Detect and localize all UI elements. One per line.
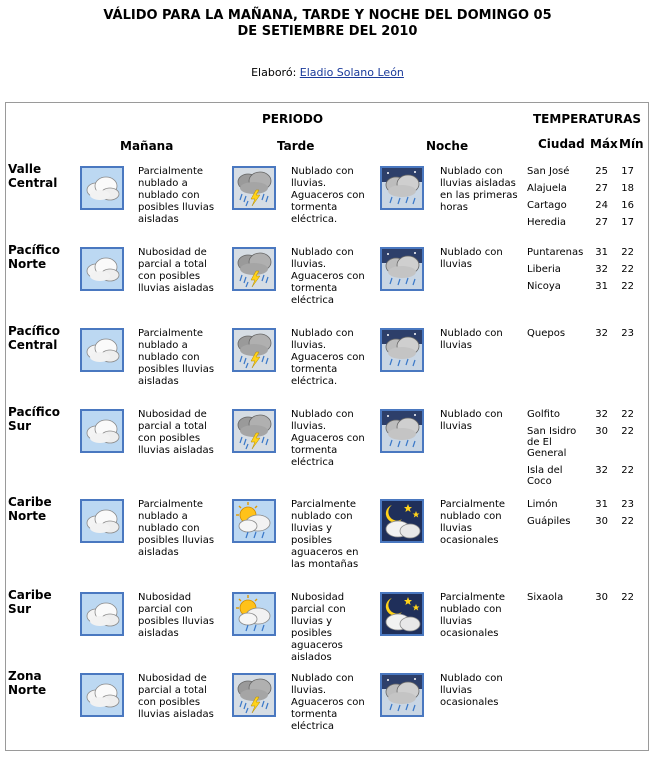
- city-min-temp: 22: [621, 281, 634, 292]
- partly-cloudy-icon: [80, 166, 124, 210]
- manana-forecast: Nubosidad de parcial a total con posibles lluvias aisladas: [138, 247, 214, 294]
- thunderstorm-icon: [232, 328, 276, 372]
- city-min-temp: 22: [621, 409, 634, 420]
- header-ciudad: Ciudad: [538, 137, 585, 151]
- night-rain-icon: [380, 409, 424, 453]
- city-min-temp: 22: [621, 592, 634, 603]
- city-name: San Isidro de El General: [527, 426, 577, 459]
- partly-cloudy-icon: [80, 247, 124, 291]
- forecast-title: [0, 8, 655, 40]
- night-rain-icon: [380, 673, 424, 717]
- city-name: Liberia: [527, 264, 561, 275]
- header-max: Máx: [590, 137, 618, 151]
- city-min-temp: 16: [621, 200, 634, 211]
- partly-cloudy-icon: [80, 499, 124, 543]
- night-rain-icon: [380, 247, 424, 291]
- region-name: Pacífico Central: [8, 324, 61, 352]
- city-max-temp: 25: [595, 166, 608, 177]
- author-label: Elaboró:: [251, 66, 297, 79]
- night-rain-icon: [380, 166, 424, 210]
- city-max-temp: 31: [595, 281, 608, 292]
- tarde-forecast: Parcialmente nublado con lluvias y posibles aguaceros en las montañas: [291, 499, 359, 570]
- city-min-temp: 17: [621, 217, 634, 228]
- city-max-temp: 27: [595, 217, 608, 228]
- night-rain-icon: [380, 328, 424, 372]
- city-max-temp: 24: [595, 200, 608, 211]
- city-max-temp: 30: [595, 592, 608, 603]
- city-min-temp: 22: [621, 247, 634, 258]
- region-name: Valle Central: [8, 162, 58, 190]
- region-name: Pacífico Norte: [8, 243, 61, 271]
- partly-cloudy-icon: [80, 673, 124, 717]
- header-min: Mín: [619, 137, 644, 151]
- header-periodo: PERIODO: [262, 112, 324, 126]
- thunderstorm-icon: [232, 247, 276, 291]
- city-name: Nicoya: [527, 281, 561, 292]
- tarde-forecast: Nubosidad parcial con lluvias y posibles aguaceros aislados: [291, 592, 346, 663]
- partly-cloudy-icon: [80, 328, 124, 372]
- author-link[interactable]: Eladio Solano León: [299, 66, 404, 79]
- manana-forecast: Parcialmente nublado a nublado con posibles lluvias aisladas: [138, 166, 215, 225]
- city-max-temp: 32: [595, 328, 608, 339]
- city-min-temp: 22: [621, 465, 634, 476]
- city-name: Heredia: [527, 217, 566, 228]
- city-max-temp: 32: [595, 409, 608, 420]
- region-name: Caribe Norte: [8, 495, 52, 523]
- region-name: Zona Norte: [8, 669, 47, 697]
- header-noche: Noche: [426, 139, 469, 153]
- night-cloudy-icon: [380, 592, 424, 636]
- night-cloudy-icon: [380, 499, 424, 543]
- noche-forecast: Nublado con lluvias: [440, 409, 503, 432]
- partly-cloudy-icon: [80, 592, 124, 636]
- header-temperaturas: TEMPERATURAS: [533, 112, 642, 126]
- city-name: Limón: [527, 499, 558, 510]
- city-max-temp: 31: [595, 499, 608, 510]
- region-name: Pacífico Sur: [8, 405, 61, 433]
- city-name: Cartago: [527, 200, 567, 211]
- city-name: Isla del Coco: [527, 465, 563, 487]
- manana-forecast: Parcialmente nublado a nublado con posibles lluvias aisladas: [138, 499, 215, 558]
- tarde-forecast: Nublado con lluvias. Aguaceros con tormenta eléctrica.: [291, 328, 365, 387]
- city-min-temp: 23: [621, 499, 634, 510]
- partly-cloudy-icon: [80, 409, 124, 453]
- header-tarde: Tarde: [277, 139, 315, 153]
- header-manana: Mañana: [120, 139, 174, 153]
- city-name: Sixaola: [527, 592, 564, 603]
- sun-rain-icon: [232, 499, 276, 543]
- thunderstorm-icon: [232, 166, 276, 210]
- sun-rain-icon: [232, 592, 276, 636]
- city-min-temp: 22: [621, 516, 634, 527]
- title-line-2: DE SETIEMBRE DEL 2010: [237, 24, 418, 39]
- city-name: Guápiles: [527, 516, 571, 527]
- region-name: Caribe Sur: [8, 588, 52, 616]
- manana-forecast: Nubosidad de parcial a total con posibles lluvias aisladas: [138, 409, 214, 456]
- city-min-temp: 22: [621, 426, 634, 437]
- tarde-forecast: Nublado con lluvias. Aguaceros con tormenta eléctrica: [291, 673, 365, 732]
- city-min-temp: 18: [621, 183, 634, 194]
- title-line-1: VÁLIDO PARA LA MAÑANA, TARDE Y NOCHE DEL DOMINGO 05: [103, 8, 552, 23]
- city-max-temp: 27: [595, 183, 608, 194]
- thunderstorm-icon: [232, 673, 276, 717]
- tarde-forecast: Nublado con lluvias. Aguaceros con tormenta eléctrica: [291, 409, 365, 468]
- tarde-forecast: Nublado con lluvias. Aguaceros con tormenta eléctrica.: [291, 166, 365, 225]
- manana-forecast: Parcialmente nublado a nublado con posibles lluvias aisladas: [138, 328, 215, 387]
- thunderstorm-icon: [232, 409, 276, 453]
- noche-forecast: Nublado con lluvias aisladas en las primeras horas: [440, 166, 518, 213]
- city-min-temp: 22: [621, 264, 634, 275]
- city-max-temp: 31: [595, 247, 608, 258]
- city-min-temp: 17: [621, 166, 634, 177]
- manana-forecast: Nubosidad de parcial a total con posibles lluvias aisladas: [138, 673, 214, 720]
- noche-forecast: Parcialmente nublado con lluvias ocasionales: [440, 592, 506, 639]
- city-name: Quepos: [527, 328, 566, 339]
- city-name: Golfito: [527, 409, 560, 420]
- noche-forecast: Nublado con lluvias ocasionales: [440, 673, 503, 708]
- manana-forecast: Nubosidad parcial con posibles lluvias aisladas: [138, 592, 215, 639]
- city-name: Alajuela: [527, 183, 567, 194]
- noche-forecast: Nublado con lluvias: [440, 247, 503, 270]
- city-name: San José: [527, 166, 570, 177]
- city-min-temp: 23: [621, 328, 634, 339]
- city-max-temp: 32: [595, 264, 608, 275]
- city-max-temp: 32: [595, 465, 608, 476]
- noche-forecast: Nublado con lluvias: [440, 328, 503, 351]
- city-max-temp: 30: [595, 426, 608, 437]
- city-name: Puntarenas: [527, 247, 584, 258]
- city-max-temp: 30: [595, 516, 608, 527]
- noche-forecast: Parcialmente nublado con lluvias ocasionales: [440, 499, 506, 546]
- tarde-forecast: Nublado con lluvias. Aguaceros con tormenta eléctrica: [291, 247, 365, 306]
- author-line: [0, 66, 655, 79]
